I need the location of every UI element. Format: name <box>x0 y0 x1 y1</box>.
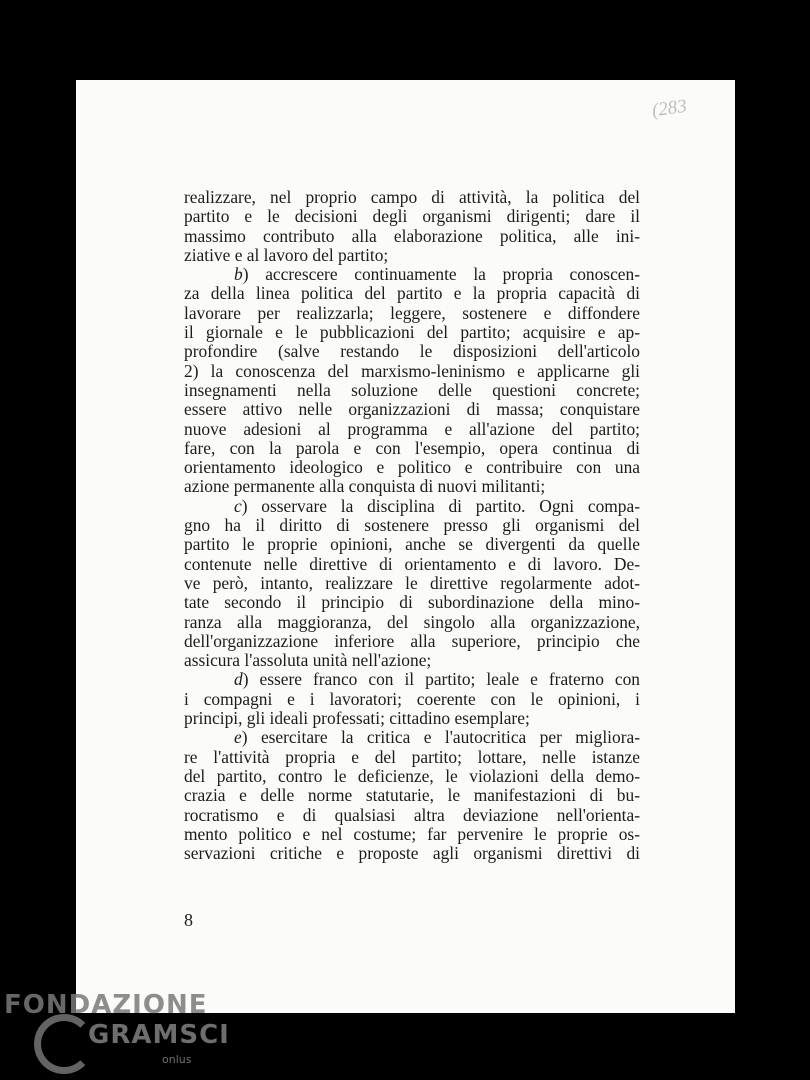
text-line: assicura l'assoluta unità nell'azione; <box>184 650 432 671</box>
text-line: nuove adesioni al programma e all'azione del partito; <box>184 418 640 439</box>
text-line: 2) la conoscenza del marxismo-leninismo e applicarne gli <box>184 360 640 381</box>
text-line: profondire (salve restando le disposizioni dell'articolo <box>184 341 640 362</box>
text-line: ziative e al lavoro del partito; <box>184 244 389 265</box>
text-line-paragraph-b: b) accrescere continuamente la propria conoscen- <box>234 264 640 285</box>
watermark-g-ring-icon <box>34 1014 94 1074</box>
text-line: ranza alla maggioranza, del singolo alla organizzazione, <box>184 611 640 632</box>
text-line: insegnamenti nella soluzione delle questioni concrete; <box>184 379 640 400</box>
text-line: rocratismo e di qualsiasi altra deviazione nell'orienta- <box>184 804 640 825</box>
text-line: partito e le decisioni degli organismi dirigenti; dare il <box>184 206 640 227</box>
text-line-paragraph-d: d) essere franco con il partito; leale e fraterno con <box>234 669 640 690</box>
text-line: servazioni critiche e proposte agli organismi direttivi di <box>184 843 640 864</box>
watermark-line-1: FONDAZIONE <box>4 990 208 1020</box>
text-line: lavorare per realizzarla; leggere, sostenere e diffondere <box>184 302 640 323</box>
text-line-paragraph-e: e) esercitare la critica e l'autocritica per migliora- <box>234 727 640 748</box>
text-line: principi, gli ideali professati; cittadino esemplare; <box>184 708 530 729</box>
fondazione-gramsci-watermark <box>0 988 230 1080</box>
text-line: realizzare, nel proprio campo di attività, la politica del <box>184 187 640 207</box>
text-line: essere attivo nelle organizzazioni di massa; conquistare <box>184 399 640 420</box>
text-line: massimo contributo alla elaborazione politica, alle ini- <box>184 225 640 246</box>
text-line: orientamento ideologico e politico e contribuire con una <box>184 457 640 478</box>
text-line: contenute nelle direttive di orientamento e di lavoro. De- <box>184 553 640 574</box>
text-line: dell'organizzazione inferiore alla superiore, principio che <box>184 630 640 651</box>
text-line: ve però, intanto, realizzare le direttive regolarmente adot- <box>184 572 640 593</box>
body-text <box>184 188 640 863</box>
watermark-line-3: onlus <box>162 1053 192 1066</box>
page-number: 8 <box>184 910 193 930</box>
text-line: re l'attività propria e del partito; lottare, nelle istanze <box>184 746 640 767</box>
text-line: partito le proprie opinioni, anche se divergenti da quelle <box>184 534 640 555</box>
text-line: il giornale e le pubblicazioni del partito; acquisire e ap- <box>184 322 640 343</box>
text-line: gno ha il diritto di sostenere presso gli organismi del <box>184 515 640 536</box>
text-line: azione permanente alla conquista di nuovi militanti; <box>184 476 546 497</box>
text-line: tate secondo il principio di subordinazione della mino- <box>184 592 640 613</box>
text-line-paragraph-c: c) osservare la disciplina di partito. Ogni compa- <box>234 495 640 516</box>
text-line: fare, con la parola e con l'esempio, opera continua di <box>184 437 640 458</box>
text-line: del partito, contro le deficienze, le violazioni della demo- <box>184 765 640 786</box>
watermark-line-2: GRAMSCI <box>88 1020 230 1050</box>
handwritten-note-text: (283 <box>650 95 689 122</box>
text-line: i compagni e i lavoratori; coerente con le opinioni, i <box>184 688 640 709</box>
text-line: mento politico e nel costume; far pervenire le proprie os- <box>184 823 640 844</box>
text-line: za della linea politica del partito e la propria capacità di <box>184 283 640 304</box>
text-line: crazia e delle norme statutarie, le manifestazioni di bu- <box>184 785 640 806</box>
